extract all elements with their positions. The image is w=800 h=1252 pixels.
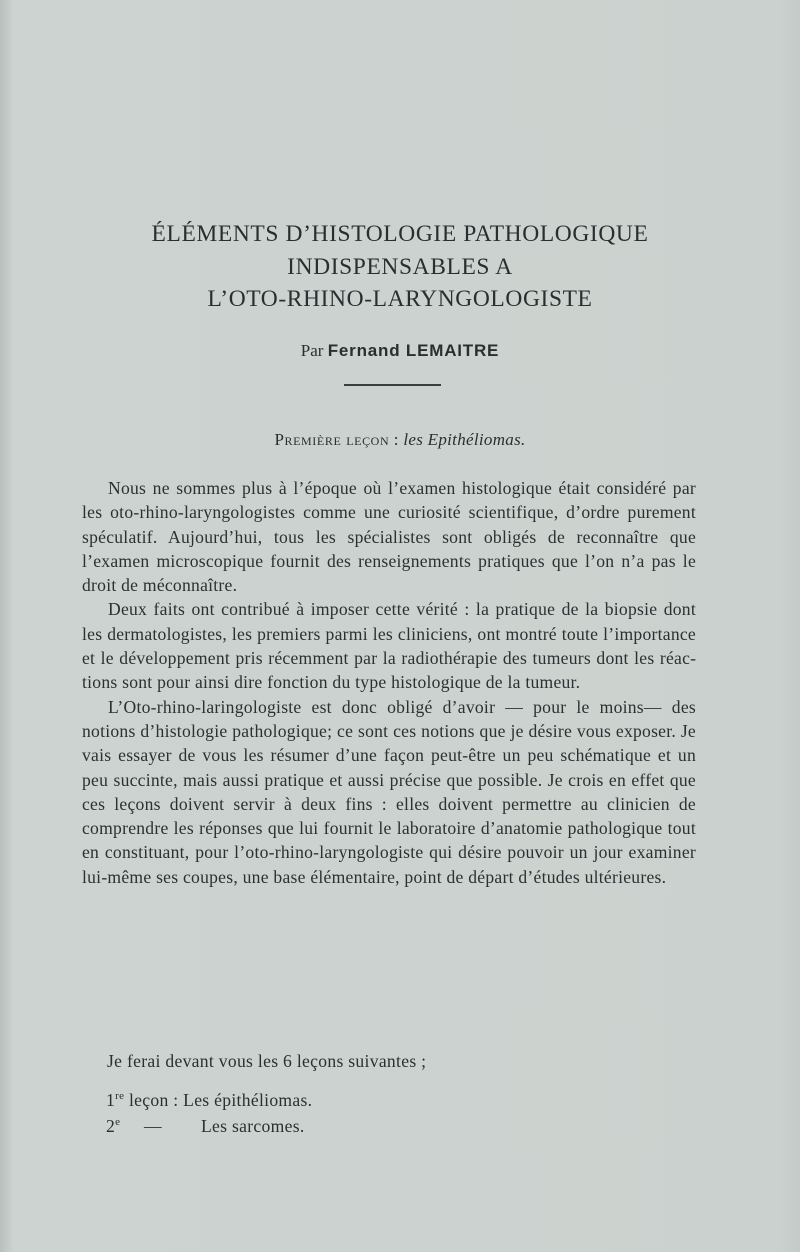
- list-item-text: Les sarcomes.: [201, 1116, 305, 1136]
- list-item-ordinal: re: [115, 1090, 125, 1102]
- author-line: [0, 341, 800, 361]
- list-item-separator: —: [144, 1116, 162, 1136]
- lesson-label: Première leçon: [274, 430, 390, 449]
- list-item-text: Les épithéliomas.: [183, 1090, 313, 1110]
- list-item-ordinal: e: [115, 1116, 121, 1128]
- list-item: [106, 1109, 312, 1135]
- lesson-subject: les Epithéliomas.: [403, 430, 526, 449]
- list-item-number: 2: [106, 1116, 116, 1136]
- lesson-heading: [0, 430, 800, 450]
- lesson-list-intro: Je ferai devant vous les 6 leçons suivantes ;: [107, 1051, 427, 1071]
- list-item-number: 1: [106, 1090, 116, 1110]
- list-item-separator: leçon :: [124, 1090, 184, 1110]
- paragraph-1: Nous ne sommes plus à l’époque où l’examen histologique était considéré par les oto-rhino-laryngologistes comme une curiosité scientifique, d’ordre purement spéculatif. Aujourd’hui, tous les spécialistes sont obligés de reconnaître que l’examen microscopique fournit des renseignements pratiques que l’on n’a pas le droit de méconnaître.: [82, 478, 696, 596]
- title-line-1: ÉLÉMENTS D’HISTOLOGIE PATHOLOGIQUE: [151, 221, 649, 247]
- lesson-list: [106, 1083, 312, 1135]
- author-prefix: Par: [300, 341, 328, 360]
- author-name: Fernand LEMAITRE: [327, 341, 500, 360]
- title-line-3: L’OTO-RHINO-LARYNGOLOGISTE: [207, 286, 593, 312]
- article-title: [0, 218, 800, 316]
- title-line-2: INDISPENSABLES A: [287, 253, 513, 280]
- title-divider: [344, 384, 441, 386]
- lesson-separator: :: [389, 430, 404, 449]
- body-text: [82, 476, 696, 889]
- paragraph-2: Deux faits ont contribué à imposer cette vérité : la pratique de la biopsie dont les dermatologistes, les premiers parmi les cliniciens, ont montré toute l’importance et le développement pris récemment par la radiothérapie des tumeurs dont les réactions sont pour ainsi dire fonction du type histologique de la tumeur.: [82, 599, 696, 693]
- list-item: [106, 1083, 312, 1109]
- paragraph-3: L’Oto-rhino-laringologiste est donc obligé d’avoir — pour le moins— des notions d’histologie pathologique; ce sont ces notions que je désire vous exposer. Je vais essayer de vous les résumer d’une façon peut-être un peu schématique et un peu succinte, mais aussi pratique et aussi précise que possible. Je crois en effet que ces leçons doivent servir à deux fins : elles doivent permettre au clinicien de comprendre les réponses que lui fournit le laboratoire d’anatomie pathologique tout en constituant, pour l’oto-rhino-laryngologiste qui désire pouvoir un jour examiner lui-même ses coupes, une base élémentaire, point de départ d’études ultérieures.: [82, 696, 696, 887]
